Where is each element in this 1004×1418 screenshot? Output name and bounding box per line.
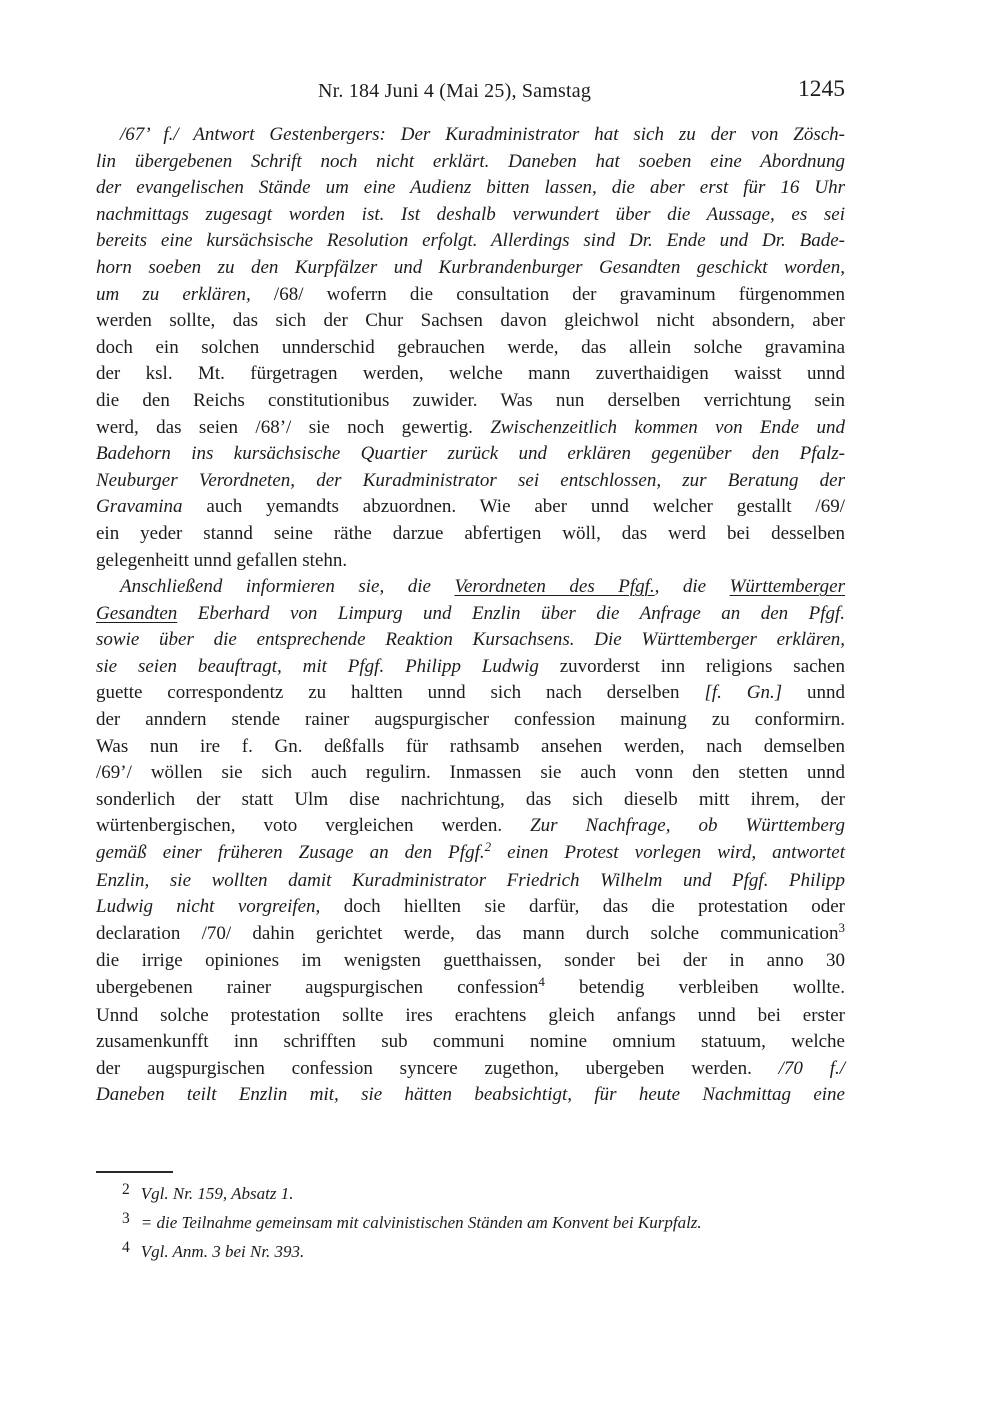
text-segment: /70 f./ [778,1057,845,1079]
footnote [96,1180,845,1209]
footnotes [96,1171,845,1267]
footnote-text: Vgl. Anm. 3 bei Nr. 393. [140,1242,305,1261]
text-segment: /68/ woferrn die consultation der gravaminum fürgenommen [273,283,845,305]
text-line [96,948,845,975]
text-line [96,441,845,468]
text-segment: Gesandten [96,602,178,624]
footnote-reference: 3 [838,919,845,935]
text-line [96,468,845,495]
page-header [96,78,845,104]
page-number: 1245 [798,76,845,102]
text-line [96,494,845,521]
text-segment: Eberhard von Limpurg und Enzlin über die Anfrage an den Pfgf. [177,602,845,624]
text-segment: Was nun ire f. Gn. deßfalls für rathsamb ansehen werden, nach demselben [96,735,845,757]
footnote-list [96,1180,845,1267]
text-segment: Enzlin, sie wollten damit Kuradministrator Friedrich Wilhelm und Pfgf. Philipp [96,869,845,891]
text-line [96,388,845,415]
running-header: Nr. 184 Juni 4 (Mai 25), Samstag [317,80,592,102]
text-segment: die irrige opiniones im wenigsten guetthaissen, sonder bei der in anno 30 [96,950,845,972]
text-line [96,894,845,921]
text-line [96,361,845,388]
text-segment: bereits eine kursächsische Resolution erfolgt. Allerdings sind Dr. Ende und Dr. Bade- [96,230,845,252]
text-line [96,734,845,761]
text-segment: /69’/ wöllen sie sich auch regulirn. Inmassen sie auch vonn den stetten unnd [96,762,845,784]
text-segment: zuvorderst inn religions sachen [559,655,845,677]
text-segment: nachmittags zugesagt worden ist. Ist deshalb verwundert über die Aussage, es sei [96,203,845,225]
footnote-reference: 2 [484,839,492,855]
text-segment: Zwischenzeitlich kommen von Ende und [490,416,845,438]
text-line [96,122,845,149]
footnote-reference: 4 [538,974,545,989]
text-line [96,921,845,949]
text-segment: , die [654,576,730,598]
text-segment: [f. Gn.] [704,682,783,704]
text-segment: Verordneten des Pfgf. [454,576,655,598]
text-line [96,574,845,601]
text-segment: gemäß einer früheren Zusage an den Pfgf. [96,842,485,864]
text-line [96,840,845,868]
text-line [96,654,845,681]
paragraph-1 [96,122,845,574]
text-segment: betendig verbleiben wollte. [544,977,845,998]
text-segment: Unnd solche protestation sollte ires erachtens gleich anfangs unnd bei erster [96,1004,845,1026]
text-segment: Württemberger [729,576,845,598]
footnote-marker: 4 [122,1239,130,1256]
text-segment: declaration /70/ dahin gerichtet werde, das mann durch solche communication [96,922,839,944]
text-segment: sowie über die entsprechende Reaktion Kursachsens. Die Württemberger erklären, [96,629,845,651]
text-segment: Gravamina [96,496,207,518]
text-segment: zusamenkunfft inn schrifften sub communi nomine omnium statuum, welche [96,1031,845,1053]
text-segment: doch ein solchen unnderschid gebrauchen werde, das allein solche gravamina [96,336,845,358]
text-line [96,601,845,628]
footnote-text: Vgl. Nr. 159, Absatz 1. [140,1184,294,1203]
text-line [96,1003,845,1030]
footnote-separator [96,1171,173,1173]
text-segment: ein yeder stannd seine räthe darzue abfertigen wöll, das werd bei desselben [96,522,845,544]
text-line [96,1082,845,1109]
text-segment: Badehorn ins kursächsische Quartier zurück und erklären gegenüber den Pfalz- [96,443,845,465]
text-line [96,255,845,282]
text-line [96,868,845,895]
text-line [96,415,845,442]
text-segment: Daneben teilt Enzlin mit, sie hätten beabsichtigt, für heute Nachmittag eine [96,1084,845,1106]
text-segment: horn soeben zu den Kurpfälzer und Kurbrandenburger Gesandten geschickt worden, [96,256,845,278]
footnote [96,1238,845,1267]
text-segment: der ksl. Mt. fürgetragen werden, welche mann zuverthaidigen waisst unnd [96,363,845,385]
paragraph-2 [96,574,845,1109]
text-segment: werd, das seien /68’/ sie noch gewertig. [96,416,491,438]
text-segment: der anndern stende rainer augspurgischer confession mainung zu conformirn. [96,709,845,731]
text-segment: /67’ f./ Antwort Gestenbergers: Der Kuradministrator hat sich zu der von Zösch- [120,124,845,145]
footnote-marker: 3 [122,1210,130,1227]
text-segment: Anschließend informieren sie, die [120,576,455,598]
text-segment: der augspurgischen confession syncere zugethon, ubergeben werden. [96,1057,779,1079]
text-line [96,975,845,1003]
text-line [96,521,845,548]
text-line [96,308,845,335]
text-line [96,760,845,787]
body-text [96,122,845,1109]
text-segment: auch yemandts abzuordnen. Wie aber unnd welcher gestallt /69/ [206,496,845,518]
text-line [96,149,845,176]
text-line [96,1056,845,1083]
text-segment: lin übergebenen Schrift noch nicht erklärt. Daneben hat soeben eine Abordnung [96,150,845,172]
text-line [96,627,845,654]
text-segment: werden sollte, das sich der Chur Sachsen davon gleichwol nicht absondern, aber [96,310,845,332]
text-segment: doch hiellten sie darfür, das die protestation oder [343,896,845,918]
text-line [96,813,845,840]
text-line [96,202,845,229]
text-line [96,707,845,734]
text-segment: um zu erklären, [96,283,274,305]
text-segment: Neuburger Verordneten, der Kuradministrator sei entschlossen, zur Beratung der [96,469,845,491]
text-line [96,1029,845,1056]
text-line [96,680,845,707]
text-line [96,282,845,309]
text-segment: einen Protest vorlegen wird, antwortet [491,842,845,864]
text-segment: die den Reichs constitutionibus zuwider. Was nun derselben verrichtung sein [96,389,845,411]
text-segment: Zur Nachfrage, ob Württemberg [530,815,845,837]
text-segment: Ludwig nicht vorgreifen, [96,896,344,918]
text-segment: guette correspondentz zu haltten unnd sich nach derselben [96,682,705,704]
text-segment: unnd [782,682,846,704]
text-segment: sie seien beauftragt, mit Pfgf. Philipp Ludwig [96,655,560,677]
footnote [96,1209,845,1238]
text-segment: ubergebenen rainer augspurgischen confession [96,977,539,998]
text-line [96,228,845,255]
footnote-text: = die Teilnahme gemeinsam mit calvinistischen Ständen am Konvent bei Kurpfalz. [140,1213,702,1232]
text-segment: der evangelischen Stände um eine Audienz bitten lassen, die aber erst für 16 Uhr [96,177,845,199]
text-line [96,175,845,202]
text-line [96,548,845,575]
text-segment: würtenbergischen, voto vergleichen werden. [96,815,531,837]
text-segment: gelegenheitt unnd gefallen stehn. [96,549,348,571]
text-line [96,787,845,814]
text-segment: sonderlich der statt Ulm dise nachrichtung, das sich dieselb mitt ihrem, der [96,788,845,810]
footnote-marker: 2 [122,1181,130,1198]
text-line [96,335,845,362]
